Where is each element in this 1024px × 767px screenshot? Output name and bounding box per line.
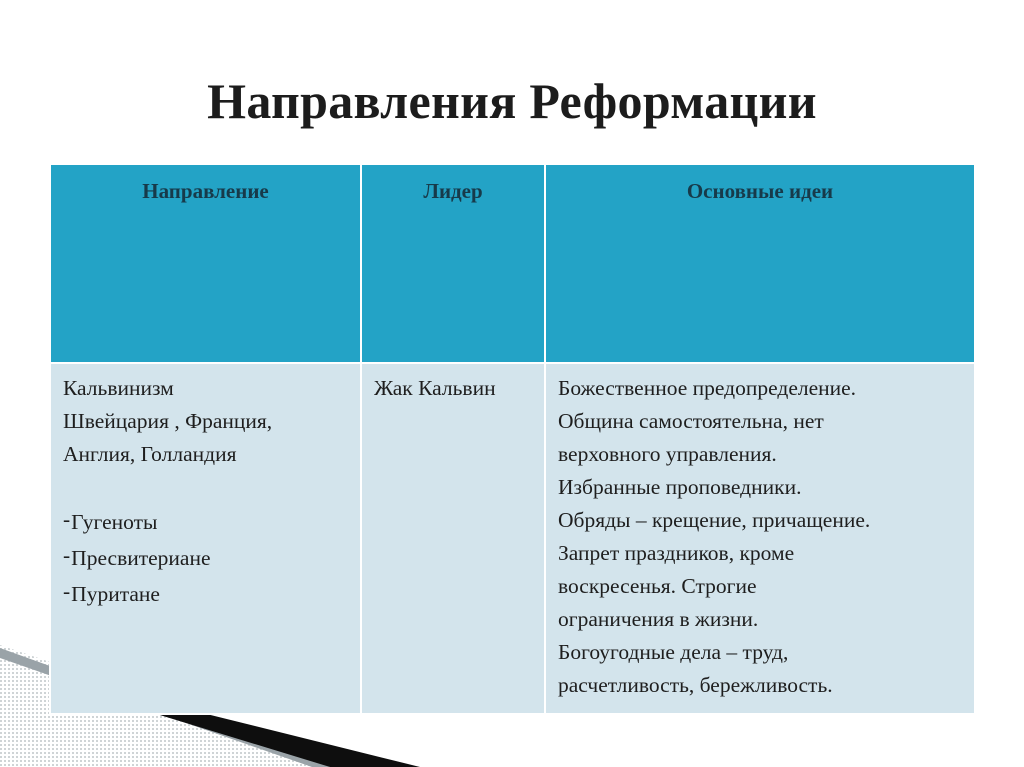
table-header-row: [50, 164, 975, 363]
dash-marker: -: [63, 543, 71, 567]
idea-line: Избранные проповедники.: [558, 475, 802, 499]
reformation-table: [49, 163, 976, 715]
branch-item: [63, 503, 350, 539]
branch-label: Гугеноты: [71, 510, 158, 534]
direction-line: Швейцария , Франция,: [63, 409, 273, 433]
column-header-leader: Лидер: [361, 164, 545, 363]
leader-name: Жак Кальвин: [374, 376, 496, 400]
idea-line: воскресенья. Строгие: [558, 574, 757, 598]
spacer: [63, 471, 350, 503]
branch-label: Пуритане: [71, 582, 160, 606]
direction-line: Кальвинизм: [63, 376, 174, 400]
branch-item: [63, 575, 350, 611]
direction-line: Англия, Голландия: [63, 442, 237, 466]
column-header-direction: Направление: [50, 164, 361, 363]
cell-ideas: [545, 363, 975, 714]
idea-line: Обряды – крещение, причащение.: [558, 508, 871, 532]
table-row: [50, 363, 975, 714]
idea-line: расчетливость, бережливость.: [558, 673, 833, 697]
cell-direction: [50, 363, 361, 714]
page-title: Направления Реформации: [207, 73, 817, 129]
column-header-ideas: Основные идеи: [545, 164, 975, 363]
idea-line: Запрет праздников, кроме: [558, 541, 795, 565]
branch-label: Пресвитериане: [71, 546, 211, 570]
idea-line: Богоугодные дела – труд,: [558, 640, 789, 664]
idea-line: Община самостоятельна, нет: [558, 409, 824, 433]
idea-line: верховного управления.: [558, 442, 777, 466]
idea-line: Божественное предопределение.: [558, 376, 857, 400]
dash-marker: -: [63, 507, 71, 531]
branch-item: [63, 539, 350, 575]
idea-line: ограничения в жизни.: [558, 607, 759, 631]
dash-marker: -: [63, 579, 71, 603]
cell-leader: [361, 363, 545, 714]
